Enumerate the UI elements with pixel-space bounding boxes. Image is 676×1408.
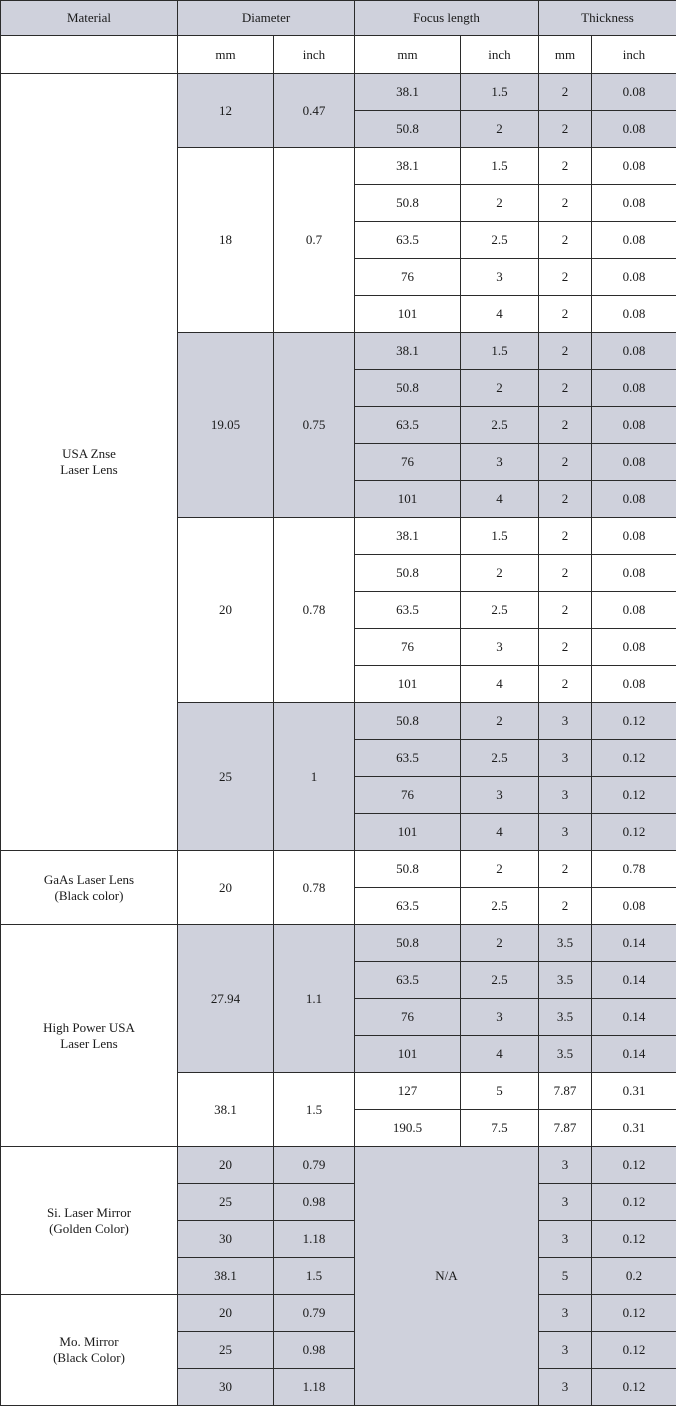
unit-focus-mm: mm (355, 36, 461, 74)
focus-mm-cell: 127 (355, 1073, 461, 1110)
focus-mm-cell: 76 (355, 777, 461, 814)
focus-inch-cell: 2 (461, 703, 539, 740)
diameter-inch-cell: 1 (274, 703, 355, 851)
thickness-mm-cell: 2 (539, 407, 592, 444)
focus-mm-cell: 101 (355, 814, 461, 851)
thickness-inch-cell: 0.14 (592, 925, 676, 962)
thickness-inch-cell: 0.2 (592, 1258, 676, 1295)
thickness-inch-cell: 0.08 (592, 111, 676, 148)
thickness-mm-cell: 2 (539, 370, 592, 407)
diameter-inch-cell: 0.79 (274, 1147, 355, 1184)
thickness-mm-cell: 2 (539, 851, 592, 888)
thickness-mm-cell: 3 (539, 1332, 592, 1369)
focus-inch-cell: 2 (461, 185, 539, 222)
diameter-inch-cell: 1.1 (274, 925, 355, 1073)
focus-mm-cell: 101 (355, 666, 461, 703)
focus-inch-cell: 2 (461, 555, 539, 592)
diameter-inch-cell: 0.78 (274, 851, 355, 925)
thickness-inch-cell: 0.08 (592, 518, 676, 555)
diameter-inch-cell: 0.78 (274, 518, 355, 703)
thickness-mm-cell: 2 (539, 259, 592, 296)
focus-mm-cell: 101 (355, 1036, 461, 1073)
thickness-inch-cell: 0.14 (592, 999, 676, 1036)
material-name: Mo. Mirror (Black Color) (1, 1295, 178, 1406)
thickness-mm-cell: 3 (539, 1369, 592, 1406)
thickness-inch-cell: 0.08 (592, 74, 676, 111)
thickness-mm-cell: 3 (539, 1295, 592, 1332)
focus-inch-cell: 2 (461, 925, 539, 962)
diameter-mm-cell: 25 (178, 1332, 274, 1369)
table-row (1, 851, 676, 888)
diameter-mm-cell: 38.1 (178, 1258, 274, 1295)
focus-inch-cell: 2 (461, 851, 539, 888)
thickness-inch-cell: 0.12 (592, 1221, 676, 1258)
diameter-mm-cell: 30 (178, 1369, 274, 1406)
table-row (1, 1295, 676, 1332)
thickness-inch-cell: 0.12 (592, 740, 676, 777)
focus-mm-cell: 63.5 (355, 407, 461, 444)
focus-inch-cell: 2.5 (461, 888, 539, 925)
thickness-inch-cell: 0.08 (592, 666, 676, 703)
focus-mm-cell: 38.1 (355, 333, 461, 370)
focus-mm-cell: 63.5 (355, 740, 461, 777)
thickness-inch-cell: 0.12 (592, 1369, 676, 1406)
thickness-inch-cell: 0.12 (592, 703, 676, 740)
diameter-inch-cell: 0.98 (274, 1332, 355, 1369)
focus-inch-cell: 2 (461, 111, 539, 148)
focus-inch-cell: 2.5 (461, 592, 539, 629)
thickness-mm-cell: 2 (539, 518, 592, 555)
thickness-mm-cell: 3 (539, 1147, 592, 1184)
table-row (1, 74, 676, 111)
focus-mm-cell: 76 (355, 629, 461, 666)
focus-mm-cell: 50.8 (355, 925, 461, 962)
focus-mm-cell: 63.5 (355, 592, 461, 629)
thickness-inch-cell: 0.08 (592, 259, 676, 296)
header-focus-length: Focus length (355, 1, 539, 36)
diameter-mm-cell: 30 (178, 1221, 274, 1258)
thickness-mm-cell: 3 (539, 814, 592, 851)
header-material: Material (1, 1, 178, 36)
thickness-mm-cell: 2 (539, 888, 592, 925)
thickness-mm-cell: 3.5 (539, 1036, 592, 1073)
thickness-mm-cell: 2 (539, 74, 592, 111)
thickness-mm-cell: 2 (539, 333, 592, 370)
thickness-mm-cell: 7.87 (539, 1110, 592, 1147)
focus-mm-cell: 76 (355, 999, 461, 1036)
thickness-mm-cell: 3 (539, 1184, 592, 1221)
diameter-mm-cell: 20 (178, 851, 274, 925)
focus-inch-cell: 2.5 (461, 962, 539, 999)
thickness-inch-cell: 0.12 (592, 1184, 676, 1221)
diameter-inch-cell: 0.79 (274, 1295, 355, 1332)
unit-thickness-inch: inch (592, 36, 676, 74)
diameter-mm-cell: 20 (178, 1295, 274, 1332)
diameter-mm-cell: 20 (178, 518, 274, 703)
thickness-mm-cell: 5 (539, 1258, 592, 1295)
focus-mm-cell: 190.5 (355, 1110, 461, 1147)
header-diameter: Diameter (178, 1, 355, 36)
focus-mm-cell: 38.1 (355, 74, 461, 111)
diameter-mm-cell: 18 (178, 148, 274, 333)
thickness-inch-cell: 0.12 (592, 1147, 676, 1184)
focus-mm-cell: 50.8 (355, 851, 461, 888)
thickness-inch-cell: 0.08 (592, 481, 676, 518)
focus-inch-cell: 2.5 (461, 222, 539, 259)
thickness-inch-cell: 0.08 (592, 592, 676, 629)
diameter-inch-cell: 0.47 (274, 74, 355, 148)
thickness-mm-cell: 3 (539, 703, 592, 740)
focus-inch-cell: 4 (461, 1036, 539, 1073)
thickness-mm-cell: 2 (539, 222, 592, 259)
diameter-inch-cell: 0.75 (274, 333, 355, 518)
thickness-mm-cell: 2 (539, 148, 592, 185)
focus-mm-cell: 50.8 (355, 111, 461, 148)
focus-inch-cell: 4 (461, 481, 539, 518)
focus-inch-cell: 4 (461, 814, 539, 851)
thickness-mm-cell: 3.5 (539, 962, 592, 999)
thickness-mm-cell: 2 (539, 481, 592, 518)
thickness-inch-cell: 0.08 (592, 629, 676, 666)
focus-inch-cell: 1.5 (461, 518, 539, 555)
material-name: High Power USA Laser Lens (1, 925, 178, 1147)
table-body (1, 1, 676, 1406)
thickness-inch-cell: 0.14 (592, 1036, 676, 1073)
thickness-inch-cell: 0.31 (592, 1110, 676, 1147)
diameter-inch-cell: 1.18 (274, 1369, 355, 1406)
diameter-inch-cell: 0.98 (274, 1184, 355, 1221)
header-row (1, 1, 676, 36)
thickness-inch-cell: 0.31 (592, 1073, 676, 1110)
focus-inch-cell: 2.5 (461, 740, 539, 777)
focus-inch-cell: 7.5 (461, 1110, 539, 1147)
focus-inch-cell: 3 (461, 629, 539, 666)
focus-inch-cell: 2 (461, 370, 539, 407)
thickness-mm-cell: 2 (539, 555, 592, 592)
thickness-inch-cell: 0.12 (592, 1295, 676, 1332)
thickness-mm-cell: 3.5 (539, 925, 592, 962)
thickness-inch-cell: 0.08 (592, 888, 676, 925)
thickness-inch-cell: 0.14 (592, 962, 676, 999)
unit-thickness-mm: mm (539, 36, 592, 74)
thickness-inch-cell: 0.12 (592, 1332, 676, 1369)
thickness-mm-cell: 2 (539, 592, 592, 629)
diameter-inch-cell: 1.18 (274, 1221, 355, 1258)
thickness-inch-cell: 0.08 (592, 407, 676, 444)
focus-inch-cell: 3 (461, 259, 539, 296)
material-name: USA Znse Laser Lens (1, 74, 178, 851)
focus-mm-cell: 63.5 (355, 962, 461, 999)
focus-mm-cell: 50.8 (355, 185, 461, 222)
thickness-inch-cell: 0.08 (592, 296, 676, 333)
focus-mm-cell: 50.8 (355, 555, 461, 592)
thickness-mm-cell: 2 (539, 629, 592, 666)
thickness-mm-cell: 7.87 (539, 1073, 592, 1110)
thickness-inch-cell: 0.08 (592, 555, 676, 592)
focus-na-cell: N/A (355, 1147, 539, 1406)
focus-inch-cell: 5 (461, 1073, 539, 1110)
thickness-mm-cell: 2 (539, 666, 592, 703)
focus-inch-cell: 3 (461, 999, 539, 1036)
thickness-inch-cell: 0.08 (592, 185, 676, 222)
diameter-mm-cell: 25 (178, 703, 274, 851)
table-row (1, 1147, 676, 1184)
focus-mm-cell: 76 (355, 259, 461, 296)
material-name: Si. Laser Mirror (Golden Color) (1, 1147, 178, 1295)
diameter-mm-cell: 19.05 (178, 333, 274, 518)
focus-inch-cell: 4 (461, 296, 539, 333)
diameter-mm-cell: 20 (178, 1147, 274, 1184)
thickness-inch-cell: 0.08 (592, 444, 676, 481)
thickness-mm-cell: 2 (539, 444, 592, 481)
focus-mm-cell: 50.8 (355, 703, 461, 740)
thickness-inch-cell: 0.08 (592, 148, 676, 185)
focus-mm-cell: 76 (355, 444, 461, 481)
focus-mm-cell: 101 (355, 481, 461, 518)
material-name: GaAs Laser Lens (Black color) (1, 851, 178, 925)
thickness-mm-cell: 3 (539, 1221, 592, 1258)
focus-inch-cell: 1.5 (461, 74, 539, 111)
focus-mm-cell: 63.5 (355, 222, 461, 259)
unit-focus-inch: inch (461, 36, 539, 74)
thickness-inch-cell: 0.08 (592, 333, 676, 370)
focus-inch-cell: 1.5 (461, 333, 539, 370)
diameter-inch-cell: 0.7 (274, 148, 355, 333)
thickness-mm-cell: 3.5 (539, 999, 592, 1036)
thickness-inch-cell: 0.12 (592, 777, 676, 814)
thickness-inch-cell: 0.78 (592, 851, 676, 888)
diameter-mm-cell: 12 (178, 74, 274, 148)
focus-inch-cell: 2.5 (461, 407, 539, 444)
thickness-inch-cell: 0.12 (592, 814, 676, 851)
focus-mm-cell: 38.1 (355, 148, 461, 185)
header-thickness: Thickness (539, 1, 676, 36)
thickness-mm-cell: 2 (539, 296, 592, 333)
focus-mm-cell: 63.5 (355, 888, 461, 925)
diameter-inch-cell: 1.5 (274, 1073, 355, 1147)
thickness-mm-cell: 2 (539, 111, 592, 148)
diameter-mm-cell: 27.94 (178, 925, 274, 1073)
focus-mm-cell: 50.8 (355, 370, 461, 407)
diameter-mm-cell: 38.1 (178, 1073, 274, 1147)
focus-mm-cell: 101 (355, 296, 461, 333)
thickness-mm-cell: 3 (539, 777, 592, 814)
diameter-inch-cell: 1.5 (274, 1258, 355, 1295)
focus-inch-cell: 3 (461, 777, 539, 814)
unit-row (1, 36, 676, 74)
thickness-mm-cell: 3 (539, 740, 592, 777)
thickness-inch-cell: 0.08 (592, 370, 676, 407)
unit-diameter-mm: mm (178, 36, 274, 74)
unit-blank (1, 36, 178, 74)
diameter-mm-cell: 25 (178, 1184, 274, 1221)
focus-inch-cell: 3 (461, 444, 539, 481)
thickness-mm-cell: 2 (539, 185, 592, 222)
focus-inch-cell: 4 (461, 666, 539, 703)
table-row (1, 925, 676, 962)
focus-inch-cell: 1.5 (461, 148, 539, 185)
unit-diameter-inch: inch (274, 36, 355, 74)
focus-mm-cell: 38.1 (355, 518, 461, 555)
thickness-inch-cell: 0.08 (592, 222, 676, 259)
